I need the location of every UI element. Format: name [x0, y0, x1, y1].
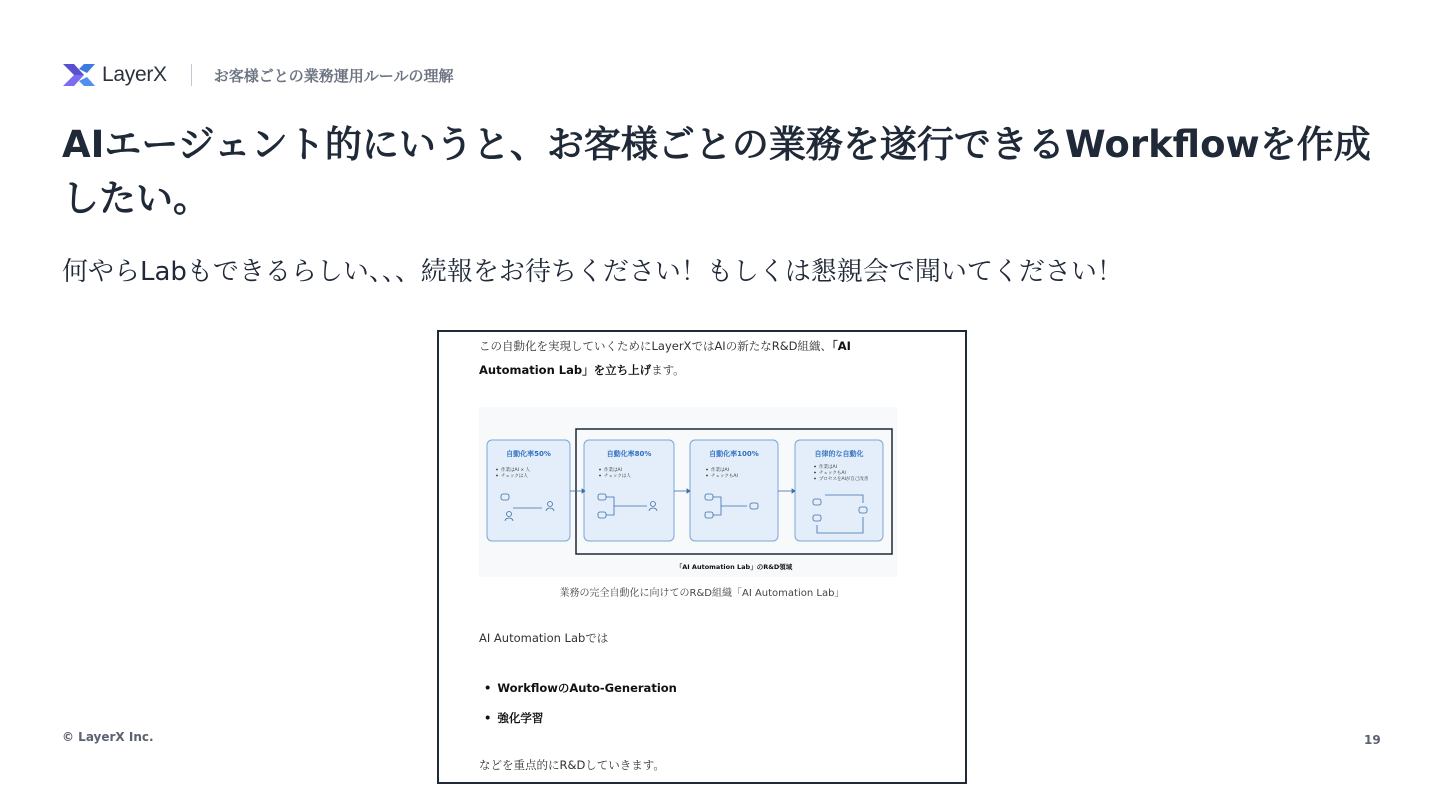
automation-stage-diagram	[479, 407, 897, 577]
slide-title: AIエージェント的にいうと、お客様ごとの業務を遂行できるWorkflowを作成したい。	[62, 123, 1371, 220]
stage-title: 自動化率80%	[606, 450, 652, 458]
layerx-logo-icon	[62, 60, 96, 90]
slide-header	[62, 60, 453, 90]
stage-bullet: 作業はAI	[711, 468, 729, 473]
stage-title: 自動化率50%	[506, 450, 551, 458]
stage-bullet: プロセスをAIが自己改善	[819, 477, 869, 482]
stage-bullet: 作業はAI	[819, 465, 837, 470]
stage-box-2	[584, 440, 674, 541]
logo-text: LayerX	[102, 63, 167, 86]
layerx-logo	[62, 60, 167, 90]
breadcrumb: お客様ごとの業務運用ルールの理解	[213, 66, 454, 85]
stage-title: 自律的な自動化	[814, 450, 864, 458]
stage-title: 自動化率100%	[709, 450, 759, 458]
stage-bullet: 作業はAI × 人	[501, 468, 531, 473]
focus-item-workflow: • WorkflowのAuto-Generation	[484, 680, 677, 696]
stage-box-4	[795, 440, 883, 541]
stage-bullet: チェックもAI	[711, 474, 738, 479]
stage-bullet: チェックもAI	[819, 471, 846, 476]
stage-bullet: チェックは人	[604, 474, 631, 479]
copyright: © LayerX Inc.	[62, 730, 154, 744]
stage-box-3	[690, 440, 778, 541]
lab-region-label: 「AI Automation Lab」のR&D領域	[675, 563, 793, 571]
screenshot-intro-text	[479, 334, 929, 382]
stage-box-1	[487, 440, 570, 541]
intro-bold: 「AI Automation Lab」を立ち上げ	[479, 339, 851, 377]
slide-subtitle: 何やらLabもできるらしい、、、続報をお待ちください！もしくは懇親会で聞いてください！	[62, 257, 1123, 287]
lab-intro-text: AI Automation Labでは	[479, 631, 609, 645]
stage-bullet: 作業はAI	[604, 468, 622, 473]
embedded-screenshot	[437, 330, 967, 784]
page-number: 19	[1364, 733, 1381, 747]
header-divider	[191, 64, 192, 86]
intro-prefix: この自動化を実現していくためにLayerXではAIの新たなR&D組織、	[479, 339, 833, 353]
focus-item-rl: • 強化学習	[484, 710, 543, 726]
intro-suffix: ます。	[651, 363, 685, 377]
stage-bullet: チェックは人	[501, 474, 528, 479]
diagram-caption: 業務の完全自動化に向けてのR&D組織「AI Automation Lab」	[559, 588, 845, 599]
outro-text: などを重点的にR&Dしていきます。	[479, 758, 665, 772]
